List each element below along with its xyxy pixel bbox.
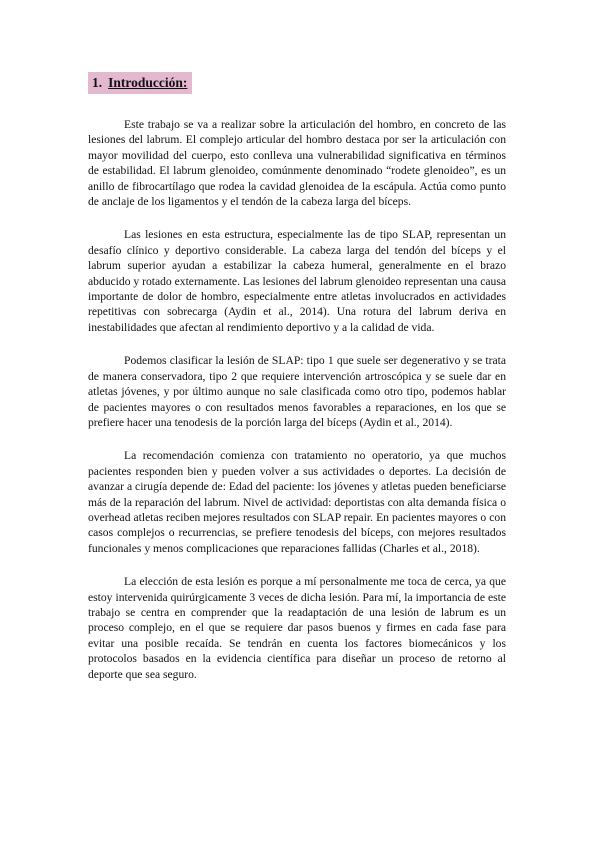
paragraph-5: La elección de esta lesión es porque a mí personalmente me toca de cerca, ya que estoy intervenida quirúrgicamente 3 veces de dicha lesión. Para mí, la importancia de este trabajo se centra en comprender que la readaptación de una lesión de labrum es un proceso complejo, en el que se requiere dar pasos buenos y firmes en cada fase para evitar una posible recaída. Se tendrán en cuenta los factores biomecánicos y los protocolos basados en la evidencia científica para diseñar un proceso de retorno al deporte que sea seguro.: [88, 575, 506, 681]
paragraph-3: Podemos clasificar la lesión de SLAP: tipo 1 que suele ser degenerativo y se trata de manera conservadora, tipo 2 que requiere intervención artroscópica y se suele dar en atletas jóvenes, y por último aunque no sale clasificada como otro tipo, podemos hablar de pacientes mayores o con resultados menos favorables a reparaciones, en los que se prefiere hacer una tenodesis de la porción larga del bíceps (Aydin et al., 2014).: [88, 354, 506, 429]
paragraph-2: Las lesiones en esta estructura, especialmente las de tipo SLAP, representan un desafío clínico y deportivo considerable. La cabeza larga del tendón del bíceps y el labrum superior ayudan a estabilizar la cabeza humeral, generalmente en el brazo abducido y rotado externamente. Las lesiones del labrum glenoideo representan una causa importante de dolor de hombro, especialmente entre atletas involucrados en actividades repetitivas con sobrecarga (Aydin et al., 2014). Una rotura del labrum deriva en inestabilidades que afectan al rendimiento deportivo y a la calidad de vida.: [88, 228, 506, 334]
section-heading: [88, 72, 192, 94]
section-title: Introducción:: [108, 75, 188, 90]
section-number: 1.: [92, 75, 103, 90]
paragraph-4: La recomendación comienza con tratamiento no operatorio, ya que muchos pacientes responden bien y pueden volver a sus actividades o deportes. La decisión de avanzar a cirugía depende de: Edad del paciente: los jóvenes y atletas pueden beneficiarse más de la reparación del labrum. Nivel de actividad: deportistas con alta demanda física o overhead atletas reciben mejores resultados con SLAP repair. En pacientes mayores o con casos complejos o recurrencias, se prefiere tenodesis del bíceps, con mejores resultados funcionales y menos complicaciones que reparaciones fallidas (Charles et al., 2018).: [88, 449, 506, 555]
paragraph-1: Este trabajo se va a realizar sobre la articulación del hombro, en concreto de las lesiones del labrum. El complejo articular del hombro destaca por ser la articulación con mayor movilidad del cuerpo, esto conlleva una vulnerabilidad significativa en términos de estabilidad. El labrum glenoideo, comúnmente denominado “rodete glenoideo”, es un anillo de fibrocartílago que rodea la cavidad glenoidea de la escápula. Actúa como punto de anclaje de los ligamentos y el tendón de la cabeza larga del bíceps.: [88, 118, 506, 209]
document-body: [88, 117, 506, 700]
